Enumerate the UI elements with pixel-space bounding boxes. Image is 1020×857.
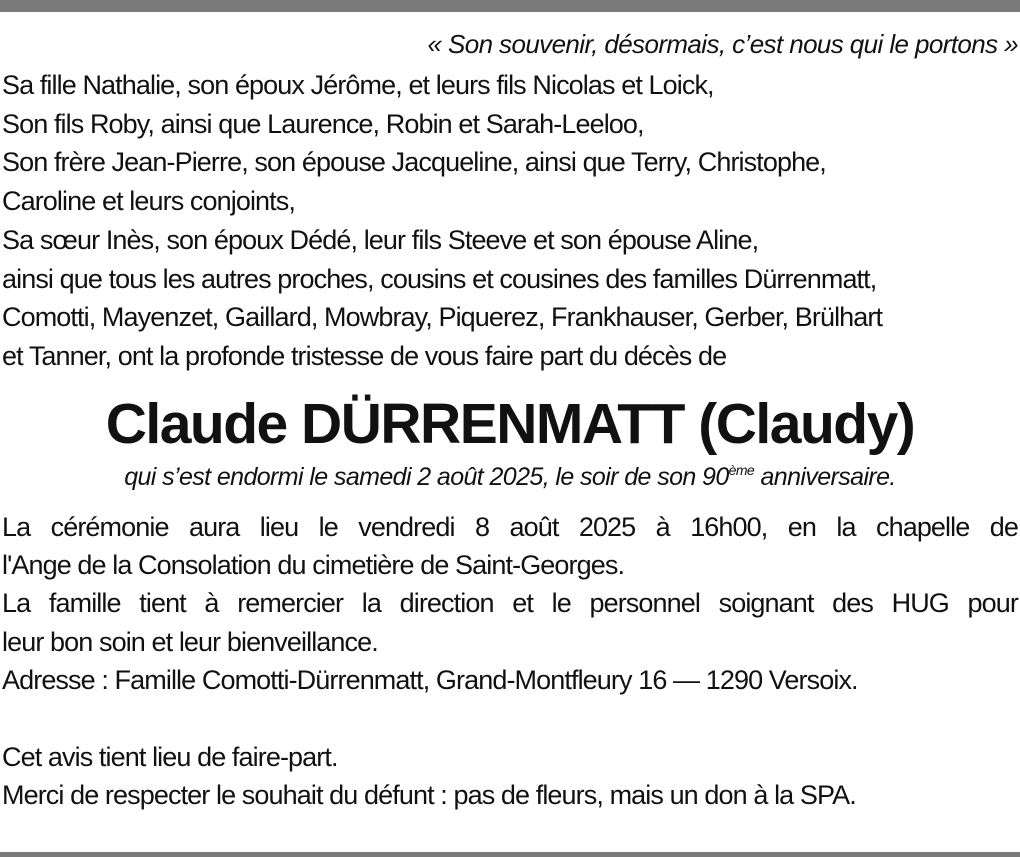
family-announcement	[2, 66, 1018, 376]
family-line: Caroline et leurs conjoints,	[2, 186, 295, 217]
death-date-line	[2, 460, 1018, 494]
family-line: Son frère Jean-Pierre, son épouse Jacqueline, ainsi que Terry, Christophe,	[2, 147, 826, 178]
top-border-bar	[0, 0, 1020, 12]
notice-statement: Cet avis tient lieu de faire-part.	[2, 741, 338, 772]
family-line: Son fils Roby, ainsi que Laurence, Robin et Sarah-Leeloo,	[2, 108, 644, 139]
ceremony-details	[2, 508, 1018, 815]
thanks-line: La famille tient à remercier la direction et le personnel soignant des HUG pour	[2, 588, 1018, 619]
deceased-name: Claude DÜRRENMATT (Claudy)	[105, 391, 915, 456]
paragraph-spacer	[2, 700, 1018, 738]
flowers-wish: Merci de respecter le souhait du défunt : pas de fleurs, mais un don à la SPA.	[2, 780, 856, 811]
family-line: et Tanner, ont la profonde tristesse de vous faire part du décès de	[2, 340, 727, 371]
family-line: Sa fille Nathalie, son époux Jérôme, et leurs fils Nicolas et Loick,	[2, 70, 714, 100]
family-address: Adresse : Famille Comotti-Dürrenmatt, Grand-Montfleury 16 — 1290 Versoix.	[2, 665, 858, 696]
motto-quote: « Son souvenir, désormais, c’est nous qui le portons »	[427, 29, 1018, 59]
ceremony-line: La cérémonie aura lieu le vendredi 8 août 2025 à 16h00, en la chapelle de	[2, 511, 1018, 542]
obituary-notice	[2, 24, 1018, 814]
ceremony-location: l'Ange de la Consolation du cimetière de Saint-Georges.	[2, 550, 625, 581]
death-date-text: qui s’est endormi le samedi 2 août 2025, le soir de son 90	[124, 462, 729, 491]
bottom-border-bar	[0, 852, 1020, 857]
anniversary-text: anniversaire.	[754, 462, 896, 491]
family-line: Comotti, Mayenzet, Gaillard, Mowbray, Piquerez, Frankhauser, Gerber, Brülhart	[2, 302, 883, 333]
family-line: Sa sœur Inès, son époux Dédé, leur fils Steeve et son épouse Aline,	[2, 224, 759, 255]
family-line: ainsi que tous les autres proches, cousins et cousines des familles Dürrenmatt,	[2, 263, 877, 294]
ordinal-suffix: ème	[728, 461, 755, 478]
thanks-line-end: leur bon soin et leur bienveillance.	[2, 626, 378, 657]
